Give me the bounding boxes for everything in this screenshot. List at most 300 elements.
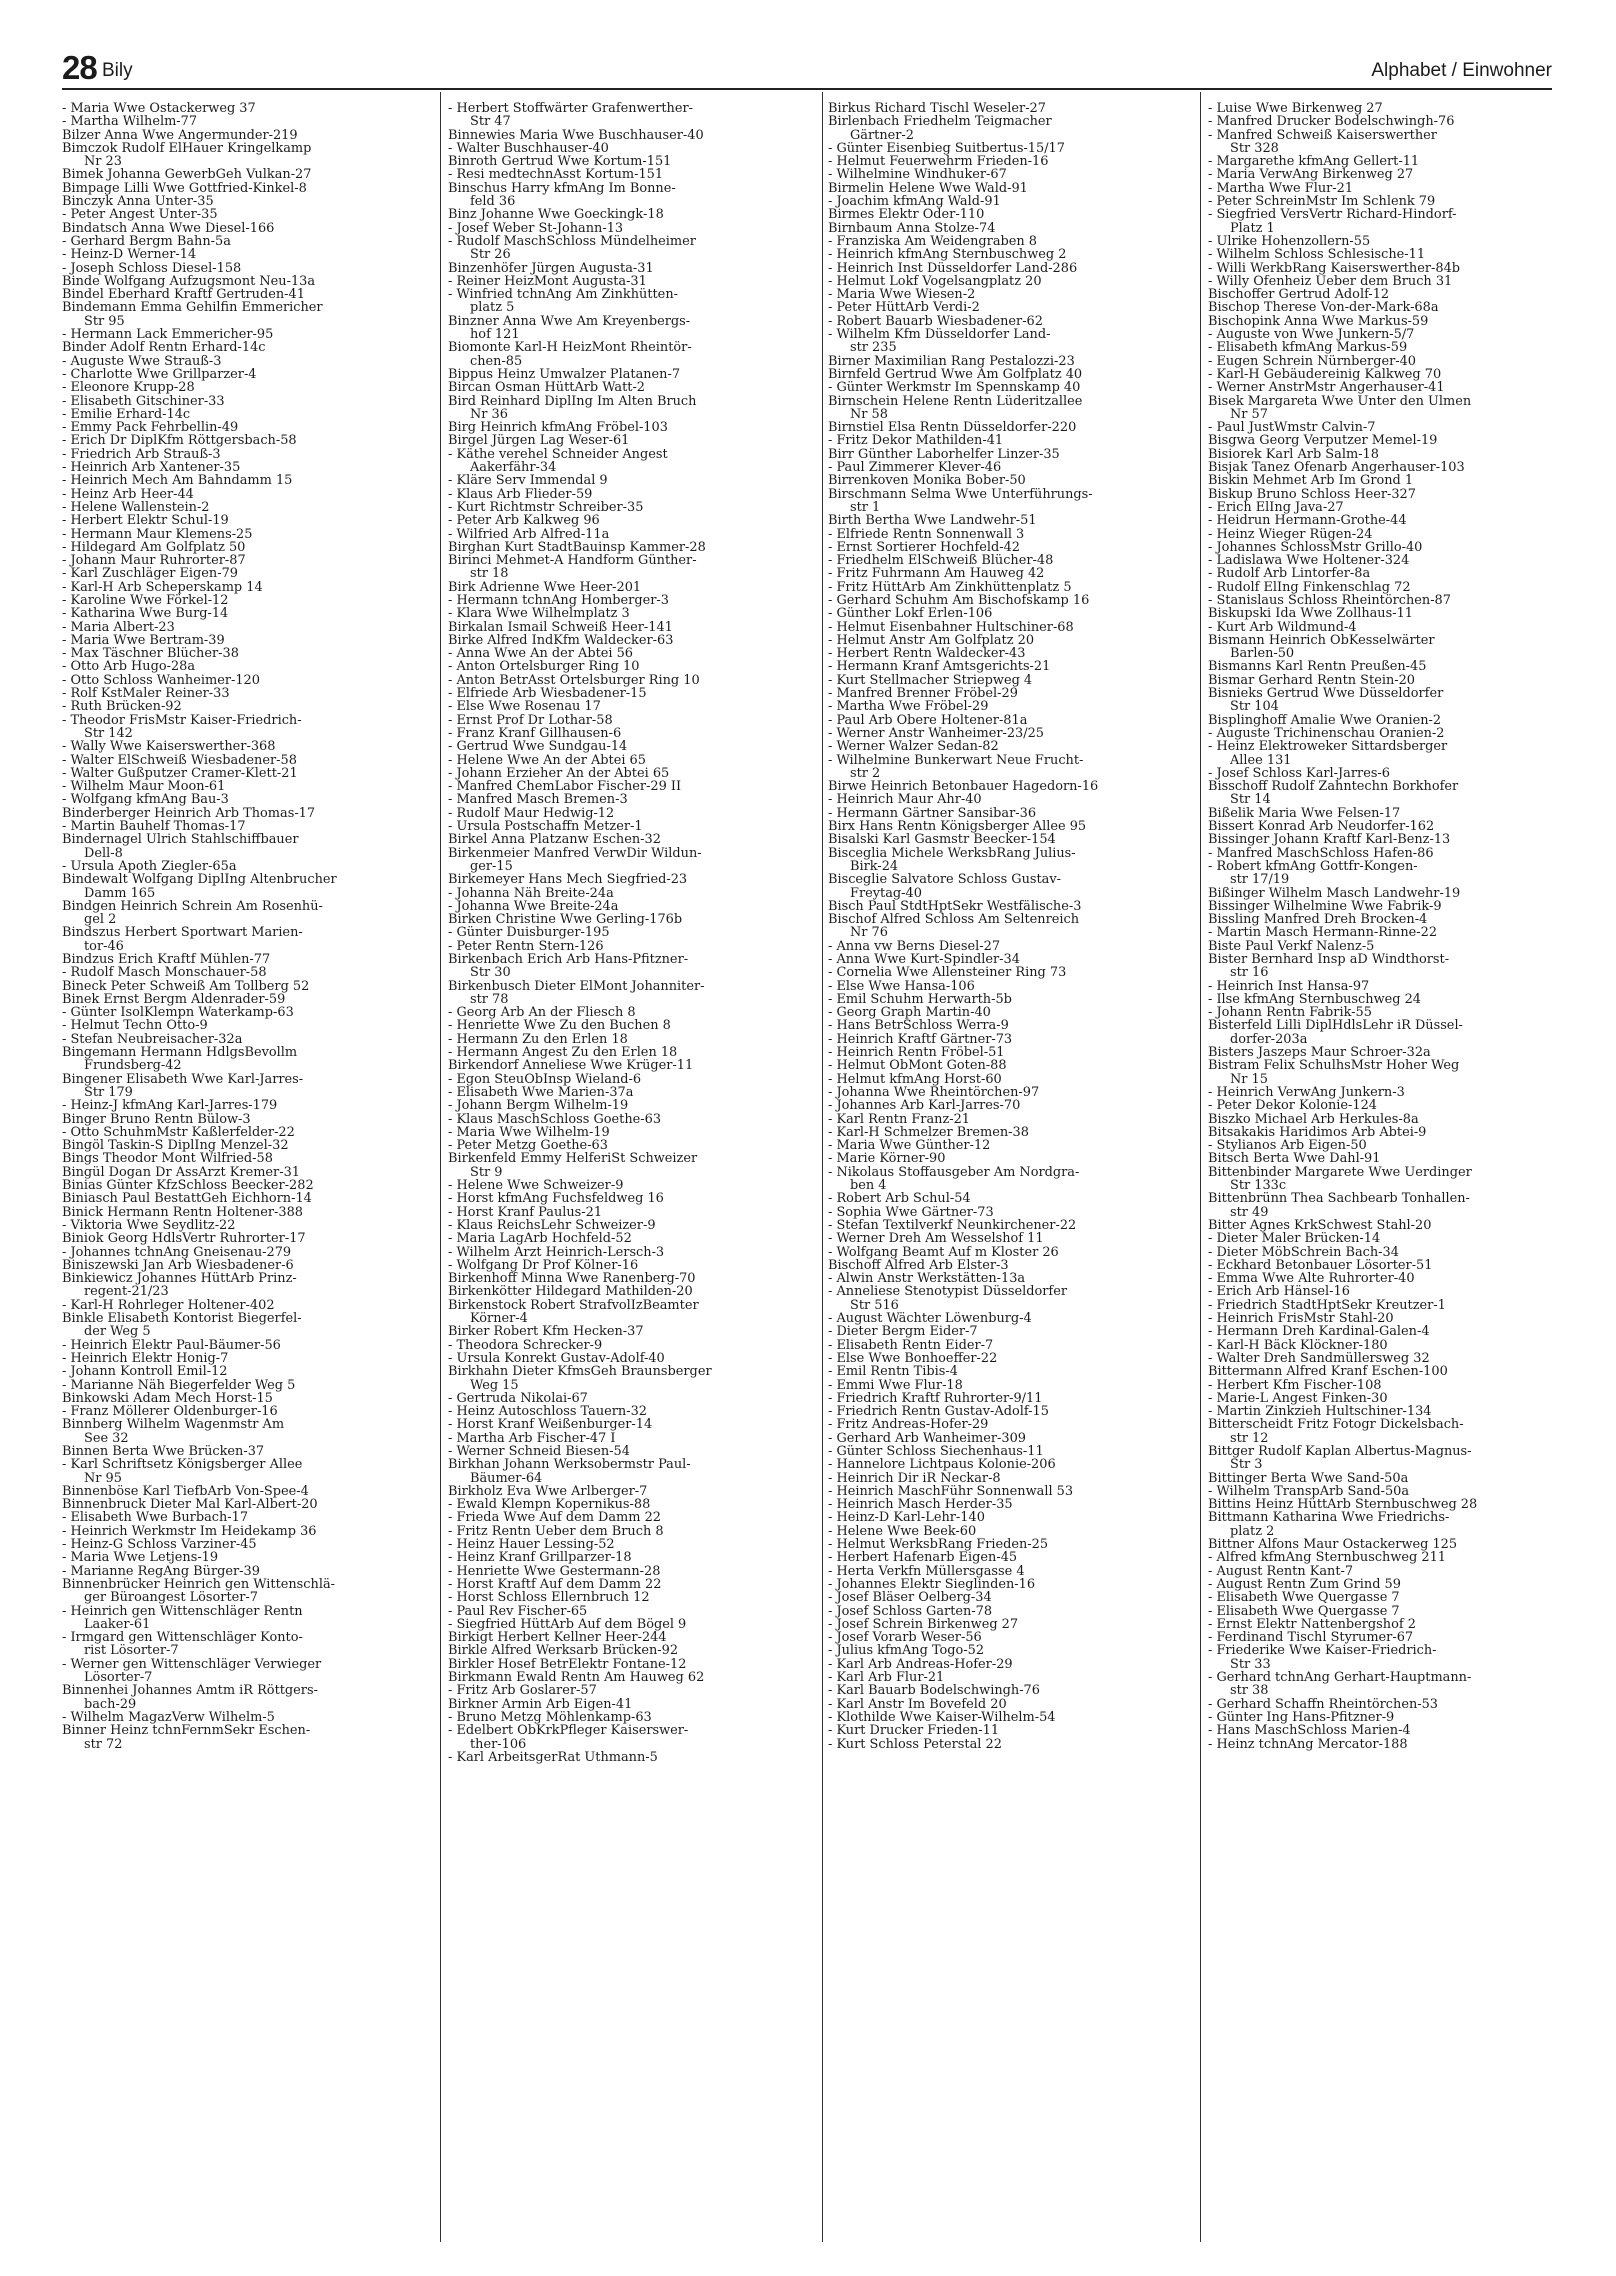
directory-entry-line: - Fritz Fuhrmann Am Hauweg 42 xyxy=(828,566,1045,582)
directory-entry-line: - Werner Dreh Am Wesselshof 11 xyxy=(828,1231,1044,1247)
directory-entry-line: - Maria Wwe Bertram-39 xyxy=(62,632,225,648)
directory-entry-line: - Peter Angest Unter-35 xyxy=(62,207,218,223)
directory-entry-line: - Margarethe kfmAng Gellert-11 xyxy=(1208,154,1420,170)
directory-entry-line: - Ladislawa Wwe Holtener-324 xyxy=(1208,553,1410,569)
directory-entry-line: - Karl-H Gebäudereinig Kalkweg 70 xyxy=(1208,366,1442,382)
directory-entry-line: - Max Täschner Blücher-38 xyxy=(62,646,239,662)
directory-entry-line: str 78 xyxy=(470,991,509,1007)
directory-entry-line: Bittenbinder Margarete Wwe Uerdinger xyxy=(1208,1164,1472,1180)
directory-entry-line: Birkholz Eva Wwe Arlberger-7 xyxy=(448,1483,648,1499)
directory-entry-line: - Maria Wwe Wilhelm-19 xyxy=(448,1124,610,1140)
directory-entry-line: Bittinger Berta Wwe Sand-50a xyxy=(1208,1470,1409,1486)
directory-entry-line: - Heinrich Inst Düsseldorfer Land-286 xyxy=(828,260,1078,276)
directory-entry-line: Bindgen Heinrich Schrein Am Rosenhü- xyxy=(62,898,323,914)
directory-entry-line: Bittner Alfons Maur Ostackerweg 125 xyxy=(1208,1537,1458,1553)
directory-entry-line: Bimczok Rudolf ElHauer Kringelkamp xyxy=(62,140,312,156)
directory-entry-line: Str 104 xyxy=(1230,699,1279,715)
directory-entry-line: - Resi medtechnAsst Kortum-151 xyxy=(448,167,664,183)
directory-entry-line: - Georg Arb An der Fliesch 8 xyxy=(448,1005,636,1021)
directory-entry-line: - Siegfried HüttArb Auf dem Bögel 9 xyxy=(448,1616,687,1632)
directory-entry-line: - Günter Duisburger-195 xyxy=(448,925,610,941)
directory-entry-line: - Eckhard Betonbauer Lösorter-51 xyxy=(1208,1257,1433,1273)
directory-entry-line: Birkler Hosef BetrElektr Fontane-12 xyxy=(448,1656,687,1672)
directory-entry-line: Bissinger Wilhelmine Wwe Fabrik-9 xyxy=(1208,898,1442,914)
directory-entry-line: - Peter Arb Kalkweg 96 xyxy=(448,513,600,529)
directory-entry-line: rist Lösorter-7 xyxy=(84,1643,179,1659)
directory-entry-line: Binkle Elisabeth Kontorist Biegerfel- xyxy=(62,1311,302,1327)
directory-entry-line: - Helmut Techn Otto-9 xyxy=(62,1018,208,1034)
directory-entry-line: hof 121 xyxy=(470,327,520,343)
directory-entry-line: - Heinz Arb Heer-44 xyxy=(62,486,194,502)
directory-entry-line: - Heinz Kranf Grillparzer-18 xyxy=(448,1550,632,1566)
directory-entry-line: - Theodor FrisMstr Kaiser-Friedrich- xyxy=(62,712,302,728)
directory-entry-line: Laaker-61 xyxy=(84,1616,151,1632)
directory-entry-line: - Heidrun Hermann-Grothe-44 xyxy=(1208,513,1407,529)
directory-entry-line: - Johannes tchnAng Gneisenau-279 xyxy=(62,1244,292,1260)
directory-entry-line: - Horst kfmAng Fuchsfeldweg 16 xyxy=(448,1191,664,1207)
directory-entry-line: Str 328 xyxy=(1230,140,1279,156)
directory-entry-line: - Johann Erzieher An der Abtei 65 xyxy=(448,765,670,781)
directory-entry-line: Birgel Jürgen Lag Weser-61 xyxy=(448,433,630,449)
directory-entry-line: Binkowski Adam Mech Horst-15 xyxy=(62,1390,273,1406)
directory-entry-line: - Hannelore Lichtpaus Kolonie-206 xyxy=(828,1457,1056,1473)
directory-entry-line: - Rolf KstMaler Reiner-33 xyxy=(62,686,230,702)
directory-entry-line: Freytag-40 xyxy=(850,885,922,901)
directory-entry-line: - Stefan Neubreisacher-32a xyxy=(62,1031,243,1047)
directory-entry-line: Bitsakakis Haridimos Arb Abtei-9 xyxy=(1208,1124,1427,1140)
directory-entry-line: - Emil Schuhm Herwarth-5b xyxy=(828,991,1012,1007)
directory-entry-line: - Paul Zimmerer Klever-46 xyxy=(828,460,1002,476)
directory-entry-line: - Friedrich Rentn Gustav-Adolf-15 xyxy=(828,1404,1049,1420)
directory-entry-line: Birkalan Ismail Schweiß Heer-141 xyxy=(448,619,673,635)
directory-entry-line: - Johanna Wwe Breite-24a xyxy=(448,898,619,914)
directory-entry-line: - Walter Gußputzer Cramer-Klett-21 xyxy=(62,765,298,781)
directory-entry-line: - Wilhelm MagazVerw Wilhelm-5 xyxy=(62,1709,275,1725)
directory-entry-line: - Klara Wwe Wilhelmplatz 3 xyxy=(448,606,630,622)
directory-entry-line: tor-46 xyxy=(84,938,124,954)
directory-entry-line: ger-15 xyxy=(470,858,513,874)
directory-entry-line: - Anton BetrAsst Ortelsburger Ring 10 xyxy=(448,672,700,688)
directory-entry-line: Str 516 xyxy=(850,1297,899,1313)
directory-entry-line: Binnen Berta Wwe Brücken-37 xyxy=(62,1443,265,1459)
directory-entry-line: Birkner Armin Arb Eigen-41 xyxy=(448,1696,633,1712)
directory-entry-line: - Fritz Dekor Mathilden-41 xyxy=(828,433,1004,449)
directory-entry-line: Biniasch Paul BestattGeh Eichhorn-14 xyxy=(62,1191,312,1207)
directory-entry-line: Bindzus Erich Kraftf Mühlen-77 xyxy=(62,952,271,967)
directory-entry-line: Bismanns Karl Rentn Preußen-45 xyxy=(1208,659,1427,675)
directory-entry-line: - Luise Wwe Birkenweg 27 xyxy=(1208,102,1383,116)
directory-entry-line: - Heinz-D Werner-14 xyxy=(62,247,197,263)
directory-entry-line: - Johann Maur Ruhrorter-87 xyxy=(62,553,246,569)
directory-entry-line: Binnberg Wilhelm Wagenmstr Am xyxy=(62,1417,285,1433)
directory-entry-line: - Ernst Sortierer Hochfeld-42 xyxy=(828,539,1021,555)
directory-entry-line: - Georg Graph Martin-40 xyxy=(828,1005,991,1021)
directory-entry-line: Biste Paul Verkf Nalenz-5 xyxy=(1208,938,1375,954)
directory-entry-line: - Manfred Masch Bremen-3 xyxy=(448,792,628,808)
directory-entry-line: Bisceglie Salvatore Schloss Gustav- xyxy=(828,872,1062,888)
directory-entry-line: Bitsch Berta Wwe Dahl-91 xyxy=(1208,1151,1381,1167)
directory-entry-line: - Kläre Serv Immendal 9 xyxy=(448,473,608,489)
directory-entry-line: - Gertrud Wwe Sundgau-14 xyxy=(448,739,628,755)
directory-entry-line: Birlenbach Friedhelm Teigmacher xyxy=(828,114,1052,130)
directory-entry-line: - Helene Wwe Beek-60 xyxy=(828,1523,977,1539)
directory-entry-line: - Kurt Arb Wildmund-4 xyxy=(1208,619,1357,635)
directory-entry-line: - Wolfgang kfmAng Bau-3 xyxy=(62,792,229,808)
directory-entry-line: - Robert Arb Schul-54 xyxy=(828,1191,971,1207)
directory-column-2 xyxy=(448,102,816,2240)
directory-entry-line: - Fritz Andreas-Hofer-29 xyxy=(828,1417,989,1433)
directory-entry-line: Birkenbusch Dieter ElMont Johanniter- xyxy=(448,978,705,994)
directory-entry-line: - Wilhelmine Bunkerwart Neue Frucht- xyxy=(828,752,1084,768)
directory-entry-line: - Johannes Elektr Sieglinden-16 xyxy=(828,1576,1036,1592)
directory-entry-line: - Josef Bläser Oelberg-34 xyxy=(828,1590,992,1606)
directory-entry-line: - Julius kfmAng Togo-52 xyxy=(828,1643,985,1659)
directory-entry-line: - Horst Kranf Weißenburger-14 xyxy=(448,1417,653,1433)
directory-entry-line: - Josef Schloss Karl-Jarres-6 xyxy=(1208,765,1390,781)
directory-entry-line: Frundsberg-42 xyxy=(84,1058,182,1074)
directory-entry-line: Bisiorek Karl Arb Salm-18 xyxy=(1208,446,1379,462)
directory-entry-line: - Dieter MöbSchrein Bach-34 xyxy=(1208,1244,1399,1260)
directory-entry-line: - Marie-L Angest Finken-30 xyxy=(1208,1390,1388,1406)
directory-entry-line: - Wilhelm TranspArb Sand-50a xyxy=(1208,1483,1410,1499)
directory-entry-line: str 16 xyxy=(1230,965,1269,981)
directory-entry-line: - Heinz-G Schloss Varziner-45 xyxy=(62,1537,257,1553)
directory-entry-line: - Cornelia Wwe Allensteiner Ring 73 xyxy=(828,965,1067,981)
directory-entry-line: - Maria Wwe Letjens-19 xyxy=(62,1550,219,1566)
directory-entry-line: - Josef Vorarb Weser-56 xyxy=(828,1630,982,1646)
directory-entry-line: Bisters Jaszeps Maur Schroer-32a xyxy=(1208,1045,1431,1061)
directory-entry-line: Nr 15 xyxy=(1230,1071,1268,1087)
directory-entry-line: - Herta Verkfn Müllersgasse 4 xyxy=(828,1563,1025,1579)
directory-entry-line: Bisch Paul StdtHptSekr Westfälische-3 xyxy=(828,898,1082,914)
directory-entry-line: - Heinrich Masch Herder-35 xyxy=(828,1497,1013,1513)
directory-entry-line: Binroth Gertrud Wwe Kortum-151 xyxy=(448,154,672,170)
directory-entry-line: - Ewald Klempn Kopernikus-88 xyxy=(448,1497,651,1513)
directory-entry-line: Bisjak Tanez Ofenarb Angerhauser-103 xyxy=(1208,460,1465,476)
directory-entry-line: - Günter IsolKlempn Waterkamp-63 xyxy=(62,1005,294,1021)
directory-entry-line: - Martin Masch Hermann-Rinne-22 xyxy=(1208,925,1438,941)
directory-entry-line: - Reiner HeizMont Augusta-31 xyxy=(448,273,647,289)
directory-entry-line: - Hermann Gärtner Sansibar-36 xyxy=(828,805,1037,821)
directory-entry-line: - Auguste Wwe Strauß-3 xyxy=(62,353,222,369)
directory-entry-line: Str 142 xyxy=(84,725,133,741)
directory-entry-line: - Fritz Arb Goslarer-57 xyxy=(448,1683,597,1699)
directory-entry-line: - Ulrike Hohenzollern-55 xyxy=(1208,233,1371,249)
directory-entry-line: Bingener Elisabeth Wwe Karl-Jarres- xyxy=(62,1071,304,1087)
directory-entry-line: str 2 xyxy=(850,765,881,781)
directory-entry-line: - Ernst Prof Dr Lothar-58 xyxy=(448,712,613,728)
directory-entry-line: - Heinrich FrisMstr Stahl-20 xyxy=(1208,1311,1394,1327)
directory-entry-line: - Elisabeth Wwe Burbach-17 xyxy=(62,1510,249,1526)
directory-entry-line: Birker Robert Kfm Hecken-37 xyxy=(448,1324,644,1340)
directory-entry-line: Birkle Alfred Werksarb Brücken-92 xyxy=(448,1643,679,1659)
directory-entry-line: - Klothilde Wwe Kaiser-Wilhelm-54 xyxy=(828,1709,1056,1725)
directory-entry-line: - Werner Schneid Biesen-54 xyxy=(448,1443,630,1459)
directory-entry-line: - Johann Kontroll Emil-12 xyxy=(62,1364,228,1380)
directory-entry-line: - Anneliese Stenotypist Düsseldorfer xyxy=(828,1284,1067,1300)
directory-entry-line: ger Büroangest Lösorter-7 xyxy=(84,1590,258,1606)
directory-entry-line: Birner Maximilian Rang Pestalozzi-23 xyxy=(828,353,1075,369)
directory-entry-line: - Martha Wwe Flur-21 xyxy=(1208,180,1354,196)
directory-entry-line: - Maria Albert-23 xyxy=(62,619,175,635)
directory-entry-line: - Peter HüttArb Verdi-2 xyxy=(828,300,980,316)
directory-entry-line: Aakerfähr-34 xyxy=(470,460,557,476)
directory-entry-line: - Fritz HüttArb Am Zinkhüttenplatz 5 xyxy=(828,579,1072,595)
directory-entry-line: - Manfred ChemLabor Fischer-29 II xyxy=(448,779,682,795)
directory-entry-line: - Wolfgang Beamt Auf m Kloster 26 xyxy=(828,1244,1059,1260)
directory-entry-line: dorfer-203a xyxy=(1230,1031,1308,1047)
directory-entry-line: - Gerhard Bergm Bahn-5a xyxy=(62,233,231,249)
directory-entry-line: Biszko Michael Arb Herkules-8a xyxy=(1208,1111,1419,1127)
directory-entry-line: - Wolfgang Dr Prof Kölner-16 xyxy=(448,1257,639,1273)
directory-entry-line: - Johanna Näh Breite-24a xyxy=(448,885,614,901)
directory-entry-line: - Karl-H Schmelzer Bremen-38 xyxy=(828,1124,1029,1140)
directory-entry-line: - Maria LagArb Hochfeld-52 xyxy=(448,1231,632,1247)
directory-entry-line: - Elfriede Rentn Sonnenwall 3 xyxy=(828,526,1025,542)
directory-entry-line: - Marianne RegAng Bürger-39 xyxy=(62,1563,260,1579)
directory-entry-line: - Elfriede Arb Wiesbadener-15 xyxy=(448,686,647,702)
directory-entry-line: Birnbaum Anna Stolze-74 xyxy=(828,220,996,236)
directory-entry-line: Str 179 xyxy=(84,1084,133,1100)
directory-entry-line: bach-29 xyxy=(84,1696,137,1712)
directory-entry-line: Bitter Agnes KrkSchwest Stahl-20 xyxy=(1208,1217,1432,1233)
directory-entry-line: - Wilhelm Schloss Schlesische-11 xyxy=(1208,247,1426,263)
directory-entry-line: - Werner Anstr Wanheimer-23/25 xyxy=(828,725,1044,741)
directory-entry-line: Binner Heinz tchnFernmSekr Eschen- xyxy=(62,1723,311,1739)
directory-entry-line: Bilzer Anna Wwe Angermunder-219 xyxy=(62,127,298,143)
directory-entry-line: - Friedrich Arb Strauß-3 xyxy=(62,446,221,462)
directory-entry-line: - Willy Ofenheiz Ueber dem Bruch 31 xyxy=(1208,273,1453,289)
directory-entry-line: Birkhahn Dieter KfmsGeh Braunsberger xyxy=(448,1364,712,1380)
directory-entry-line: platz 5 xyxy=(470,300,515,316)
directory-entry-line: Birkmann Ewald Rentn Am Hauweg 62 xyxy=(448,1670,705,1686)
directory-entry-line: Str 33 xyxy=(1230,1656,1271,1672)
directory-entry-line: - Anna Wwe An der Abtei 56 xyxy=(448,646,634,662)
directory-column-4 xyxy=(1208,102,1554,2240)
directory-entry-line: - Hermann Zu den Erlen 18 xyxy=(448,1031,628,1047)
directory-entry-line: gel 2 xyxy=(84,912,117,928)
directory-entry-line: - Hermann Kranf Amtsgerichts-21 xyxy=(828,659,1051,675)
directory-entry-line: Binkiewicz Johannes HüttArb Prinz- xyxy=(62,1271,297,1287)
directory-entry-line: - Heinrich VerwAng Junkern-3 xyxy=(1208,1084,1405,1100)
directory-entry-line: Binnenbruck Dieter Mal Karl-Albert-20 xyxy=(62,1497,318,1513)
directory-entry-line: - Rudolf Arb Lintorfer-8a xyxy=(1208,566,1371,582)
directory-entry-line: Bißinger Wilhelm Masch Landwehr-19 xyxy=(1208,885,1461,901)
directory-entry-line: - Franziska Am Weidengraben 8 xyxy=(828,233,1038,249)
directory-entry-line: - Karl Arb Flur-21 xyxy=(828,1670,945,1686)
directory-entry-line: - Elisabeth Gitschiner-33 xyxy=(62,393,225,409)
directory-entry-line: - Friedhelm ElSchweiß Blücher-48 xyxy=(828,553,1054,569)
directory-entry-line: Bindernagel Ulrich Stahlschiffbauer xyxy=(62,832,299,848)
directory-entry-line: Str 30 xyxy=(470,965,511,981)
directory-entry-line: - Karl ArbeitsgerRat Uthmann-5 xyxy=(448,1749,658,1765)
directory-entry-line: - Martin Bauhelf Thomas-17 xyxy=(62,819,246,835)
directory-entry-line: - Wilhelm Maur Moon-61 xyxy=(62,779,226,795)
directory-entry-line: Biomonte Karl-H HeizMont Rheintör- xyxy=(448,340,692,356)
directory-entry-line: Bippus Heinz Umwalzer Platanen-7 xyxy=(448,366,681,382)
directory-entry-line: Birghan Kurt StadtBauinsp Kammer-28 xyxy=(448,539,706,555)
directory-entry-line: Nr 23 xyxy=(84,154,122,170)
directory-entry-line: - Ferdinand Tischl Styrumer-67 xyxy=(1208,1630,1414,1646)
directory-entry-line: - Anna Wwe Kurt-Spindler-34 xyxy=(828,952,1020,967)
directory-entry-line: - Karl Schriftsetz Königsberger Allee xyxy=(62,1457,303,1473)
directory-entry-line: Bismar Gerhard Rentn Stein-20 xyxy=(1208,672,1416,688)
directory-entry-line: Birnstiel Elsa Rentn Düsseldorfer-220 xyxy=(828,420,1077,436)
directory-entry-line: Binick Hermann Rentn Holtener-388 xyxy=(62,1204,303,1220)
directory-entry-line: - Ilse kfmAng Sternbuschweg 24 xyxy=(1208,991,1421,1007)
directory-entry-line: str 12 xyxy=(1230,1430,1269,1446)
directory-entry-line: Bischopink Anna Wwe Markus-59 xyxy=(1208,313,1429,329)
directory-entry-line: Binz Johanne Wwe Goeckingk-18 xyxy=(448,207,664,223)
directory-entry-line: - Anna vw Berns Diesel-27 xyxy=(828,938,1001,954)
directory-entry-line: - Kurt Drucker Frieden-11 xyxy=(828,1723,1000,1739)
directory-entry-line: Bissling Manfred Dreh Brocken-4 xyxy=(1208,912,1428,928)
directory-entry-line: Birkenfeld Emmy HelferiSt Schweizer xyxy=(448,1151,698,1167)
directory-entry-line: Str 26 xyxy=(470,247,511,263)
directory-entry-line: - Heinrich Maur Ahr-40 xyxy=(828,792,982,808)
directory-entry-line: Birkenmeier Manfred VerwDir Wildun- xyxy=(448,845,702,861)
directory-entry-line: - Robert kfmAng Gottfr-Kongen- xyxy=(1208,858,1418,874)
directory-entry-line: - Helene Wwe Schweizer-9 xyxy=(448,1178,624,1194)
directory-entry-line: Bischop Therese Von-der-Mark-68a xyxy=(1208,300,1439,316)
directory-entry-line: - Elisabeth Wwe Quergasse 7 xyxy=(1208,1603,1400,1619)
directory-entry-line: Weg 15 xyxy=(470,1377,519,1393)
directory-entry-line: - Charlotte Wwe Grillparzer-4 xyxy=(62,366,257,382)
directory-entry-line: Bäumer-64 xyxy=(470,1470,543,1486)
directory-entry-line: - Manfred Schweiß Kaiserswerther xyxy=(1208,127,1437,143)
directory-entry-line: - Karl Anstr Im Bovefeld 20 xyxy=(828,1696,1007,1712)
directory-entry-line: Binnenböse Karl TiefbArb Von-Spee-4 xyxy=(62,1483,309,1499)
directory-entry-line: - Karl Arb Andreas-Hofer-29 xyxy=(828,1656,1013,1672)
directory-entry-line: - Siegfried VersVertr Richard-Hindorf- xyxy=(1208,207,1457,223)
directory-entry-line: Birke Alfred IndKfm Waldecker-63 xyxy=(448,632,674,648)
directory-entry-line: - Heinrich Kraftf Gärtner-73 xyxy=(828,1031,1013,1047)
directory-entry-line: - Günter Schloss Siechenhaus-11 xyxy=(828,1443,1044,1459)
directory-entry-line: - Heinrich Werkmstr Im Heidekamp 36 xyxy=(62,1523,317,1539)
directory-entry-line: - Herbert Stoffwärter Grafenwerther- xyxy=(448,102,693,116)
directory-entry-line: - Manfred Brenner Fröbel-29 xyxy=(828,686,1018,702)
directory-entry-line: - Emmi Wwe Flur-18 xyxy=(828,1377,963,1393)
directory-entry-line: Binek Ernst Bergm Aldenrader-59 xyxy=(62,991,286,1007)
directory-entry-line: - Eleonore Krupp-28 xyxy=(62,380,195,396)
directory-entry-line: - Karl-H Rohrleger Holtener-402 xyxy=(62,1297,275,1313)
directory-entry-line: - Helmut Lokf Vogelsangplatz 20 xyxy=(828,273,1042,289)
directory-entry-line: - Marie Körner-90 xyxy=(828,1151,946,1167)
directory-entry-line: - Auguste von Wwe Junkern-5/7 xyxy=(1208,327,1415,343)
directory-entry-line: Birkus Richard Tischl Weseler-27 xyxy=(828,102,1046,116)
directory-entry-line: - Heinrich Arb Xantener-35 xyxy=(62,460,241,476)
directory-entry-line: Binczyk Anna Unter-35 xyxy=(62,194,214,210)
directory-entry-line: Bisgwa Georg Verputzer Memel-19 xyxy=(1208,433,1438,449)
directory-entry-line: - Otto Arb Hugo-28a xyxy=(62,659,196,675)
directory-entry-line: - Maria Wwe Günther-12 xyxy=(828,1138,991,1154)
directory-entry-line: Birk Adrienne Wwe Heer-201 xyxy=(448,579,642,595)
directory-entry-line: - Else Wwe Bonhoeffer-22 xyxy=(828,1350,998,1366)
directory-entry-line: - Heinrich Elektr Honig-7 xyxy=(62,1350,229,1366)
directory-entry-line: str 72 xyxy=(84,1736,123,1752)
directory-entry-line: Biskin Mehmet Arb Im Grond 1 xyxy=(1208,473,1414,489)
directory-entry-line: - Heinz Elektroweker Sittardsberger xyxy=(1208,739,1448,755)
directory-entry-line: Birk-24 xyxy=(850,858,899,874)
directory-entry-line: - Wilfried Arb Alfred-11a xyxy=(448,526,610,542)
directory-entry-line: Platz 1 xyxy=(1230,220,1275,236)
directory-entry-line: str 38 xyxy=(1230,1683,1269,1699)
directory-column-3 xyxy=(828,102,1190,2240)
directory-entry-line: - Karl-H Bäck Klöckner-180 xyxy=(1208,1337,1388,1353)
directory-entry-line: - Johannes Arb Karl-Jarres-70 xyxy=(828,1098,1021,1114)
directory-entry-line: Bimek Johanna GewerbGeh Vulkan-27 xyxy=(62,167,312,183)
directory-entry-line: - Rudolf MaschSchloss Mündelheimer xyxy=(448,233,696,249)
directory-entry-line: Bindewalt Wolfgang DiplIng Altenbrucher xyxy=(62,872,337,888)
directory-entry-line: Binder Adolf Rentn Erhard-14c xyxy=(62,340,266,356)
directory-entry-line: - Sophia Wwe Gärtner-73 xyxy=(828,1204,994,1220)
directory-entry-line: Bisschoff Rudolf Zahntechn Borkhofer xyxy=(1208,779,1459,795)
directory-entry-line: - Erich ElIng Java-27 xyxy=(1208,499,1344,515)
directory-entry-line: - Paul JustWmstr Calvin-7 xyxy=(1208,420,1376,436)
directory-entry-line: ther-106 xyxy=(470,1736,527,1752)
directory-entry-line: Biniok Georg HdlsVertr Ruhrorter-17 xyxy=(62,1231,306,1247)
directory-entry-line: Binderberger Heinrich Arb Thomas-17 xyxy=(62,805,316,821)
directory-entry-line: - Heinrich Rentn Fröbel-51 xyxy=(828,1045,1005,1061)
directory-entry-line: - Maria Wwe Wiesen-2 xyxy=(828,287,976,303)
directory-entry-line: Binger Bruno Rentn Bülow-3 xyxy=(62,1111,251,1127)
directory-entry-line: regent-21/23 xyxy=(84,1284,169,1300)
directory-entry-line: - Henriette Wwe Zu den Buchen 8 xyxy=(448,1018,671,1034)
directory-entry-line: - Peter Rentn Stern-126 xyxy=(448,938,604,954)
directory-entry-line: - Robert Bauarb Wiesbadener-62 xyxy=(828,313,1043,329)
directory-entry-line: Binschus Harry kfmAng Im Bonne- xyxy=(448,180,676,196)
directory-entry-line: - Herbert Rentn Waldecker-43 xyxy=(828,646,1026,662)
directory-entry-line: - Heinz Hauer Lessing-52 xyxy=(448,1537,615,1553)
directory-entry-line: str 49 xyxy=(1230,1204,1269,1220)
directory-entry-line: Bindszus Herbert Sportwart Marien- xyxy=(62,925,303,941)
directory-entry-line: Nr 58 xyxy=(850,406,888,422)
directory-entry-line: See 32 xyxy=(84,1430,129,1446)
directory-entry-line: Binnenbrücker Heinrich gen Wittenschlä- xyxy=(62,1576,335,1592)
directory-entry-line: Bimpage Lilli Wwe Gottfried-Kinkel-8 xyxy=(62,180,307,196)
directory-entry-line: - Ernst Elektr Nattenbergshof 2 xyxy=(1208,1616,1416,1632)
directory-entry-line: - Heinz-D Karl-Lehr-140 xyxy=(828,1510,985,1526)
directory-entry-line: - Hermann tchnAng Homberger-3 xyxy=(448,592,669,608)
directory-entry-line: - Helene Wwe An der Abtei 65 xyxy=(448,752,646,768)
directory-entry-line: - Paul Arb Obere Holtener-81a xyxy=(828,712,1028,728)
directory-entry-line: - Gertruda Nikolai-67 xyxy=(448,1390,588,1406)
directory-entry-line: - Winfried tchnAng Am Zinkhütten- xyxy=(448,287,678,303)
directory-entry-line: - Klaus ReichsLehr Schweizer-9 xyxy=(448,1217,656,1233)
directory-entry-line: - Martha Wwe Fröbel-29 xyxy=(828,699,989,715)
directory-entry-line: - Günther Lokf Erlen-106 xyxy=(828,606,993,622)
directory-entry-line: - Gerhard Arb Wanheimer-309 xyxy=(828,1430,1027,1446)
directory-entry-line: - Fritz Rentn Ueber dem Bruch 8 xyxy=(448,1523,664,1539)
column-divider xyxy=(440,92,441,2242)
directory-entry-line: - Werner AnstrMstr Angerhauser-41 xyxy=(1208,380,1445,396)
directory-entry-line: - Josef Weber St-Johann-13 xyxy=(448,220,624,236)
directory-entry-line: - Günter Werkmstr Im Spennskamp 40 xyxy=(828,380,1081,396)
directory-entry-line: Birkenbach Erich Arb Hans-Pfitzner- xyxy=(448,952,689,967)
directory-entry-line: - Hermann Angest Zu den Erlen 18 xyxy=(448,1045,678,1061)
directory-entry-line: - Günter Eisenbieg Suitbertus-15/17 xyxy=(828,140,1065,156)
directory-entry-line: feld 36 xyxy=(470,194,516,210)
directory-entry-line: - Heinrich Mech Am Bahndamm 15 xyxy=(62,473,293,489)
directory-entry-line: Nr 95 xyxy=(84,1470,122,1486)
directory-entry-line: - Walter Buschhauser-40 xyxy=(448,140,609,156)
section-title: Alphabet / Einwohner xyxy=(1371,60,1552,81)
directory-entry-line: Birnschein Helene Rentn Lüderitzallee xyxy=(828,393,1083,409)
directory-entry-line: Birmes Elektr Oder-110 xyxy=(828,207,985,223)
directory-entry-line: - Josef Schrein Birkenweg 27 xyxy=(828,1616,1019,1632)
directory-entry-line: - Elisabeth Wwe Quergasse 7 xyxy=(1208,1590,1400,1606)
directory-entry-line: - August Rentn Kant-7 xyxy=(1208,1563,1354,1579)
